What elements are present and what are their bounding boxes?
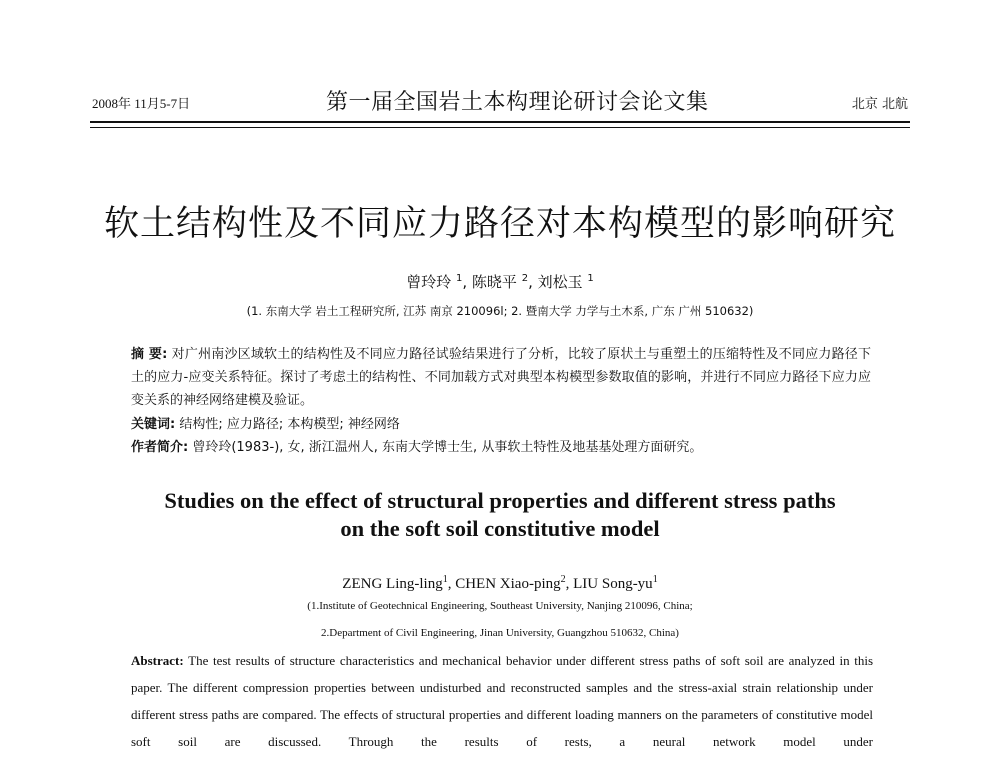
zh-affiliation: (1. 东南大学 岩土工程研究所, 江苏 南京 210096l; 2. 暨南大学 力学与土木系, 广东 广州 510632) (246, 304, 754, 318)
zh-author-bio (131, 436, 871, 455)
zh-author-affil-mark: 1 (455, 273, 463, 284)
en-author-name: CHEN Xiao-ping (455, 576, 561, 592)
header-rule-thin (90, 127, 910, 128)
zh-keywords (131, 413, 871, 432)
en-title-line: Studies on the effect of structural properties and different stress paths (164, 488, 836, 513)
zh-author-name: 陈晓平 (471, 273, 517, 291)
zh-abstract-label: 摘 要: (131, 347, 168, 362)
en-author-affil-mark: 2 (560, 574, 566, 585)
en-author-name: ZENG Ling-ling (342, 576, 443, 592)
zh-author-name: 刘松玉 (537, 273, 583, 291)
header-location: 北京 北航 (851, 97, 908, 112)
en-author-affil-mark: 1 (442, 574, 448, 585)
zh-bio-label: 作者简介: (131, 440, 189, 455)
en-author-affil-mark: 1 (652, 574, 658, 585)
zh-author-name: 曾玲玲 (406, 273, 452, 291)
en-abstract-label: Abstract: (131, 653, 184, 668)
zh-paper-title: 软土结构性及不同应力路径对本构模型的影响研究 (103, 204, 896, 244)
zh-author-affil-mark: 2 (521, 273, 529, 284)
en-paper-title (90, 487, 910, 543)
zh-author-affil-mark: 1 (587, 273, 594, 284)
en-title-line: on the soft soil constitutive model (340, 516, 660, 541)
zh-keywords-text: 结构性; 应力路径; 本构模型; 神经网络 (179, 417, 400, 432)
header-proceedings-title: 第一届全国岩土本构理论研讨会论文集 (326, 90, 709, 115)
en-affiliation-2: 2.Department of Civil Engineering, Jinan University, Guangzhou 510632, China) (321, 627, 679, 639)
zh-bio-text: 曾玲玲(1983-), 女, 浙江温州人, 东南大学博士生, 从事软土特性及地基基处理方面研究。 (192, 440, 703, 455)
running-header (92, 84, 908, 118)
en-affiliation-1: (1.Institute of Geotechnical Engineering, Southeast University, Nanjing 210096, China; (307, 600, 693, 612)
header-date: 2008年 11月5-7日 (92, 96, 191, 111)
zh-abstract (131, 343, 871, 412)
zh-author-list: 曾玲玲 $^1$, 陈晓平 $^2$, 刘松玉 $^1$ (406, 273, 594, 291)
en-abstract (131, 647, 873, 755)
en-author-list: ZENG Ling-ling$^1$, CHEN Xiao-ping$^2$, LIU Song-$yu^1$ (342, 574, 658, 592)
en-author-name: LIU Song-yu (573, 576, 653, 592)
zh-keywords-label: 关键词: (131, 417, 176, 432)
zh-abstract-text: 对广州南沙区域软土的结构性及不同应力路径试验结果进行了分析，比较了原状土与重塑土的压缩特性及不同应力路径下土的应力-应变关系特征。探讨了考虑土的结构性、不同加载方式对典型本构模型参数取值的影响，并进行不同应力路径下应力应变关系的神经网络建模及验证。 (131, 347, 871, 408)
header-rule-thick (90, 121, 910, 123)
en-abstract-text: The test results of structure characteristics and mechanical behavior under different stress paths of soft soil are analyzed in this paper. The different compression properties between undisturbed and reconstructed samples and the stress-axial strain relationship under different stress paths are compared. The effects of structural properties and different loading manners on the parameters of constitutive model soft soil are discussed. Through the results of rests, a neural network model under (131, 653, 873, 749)
